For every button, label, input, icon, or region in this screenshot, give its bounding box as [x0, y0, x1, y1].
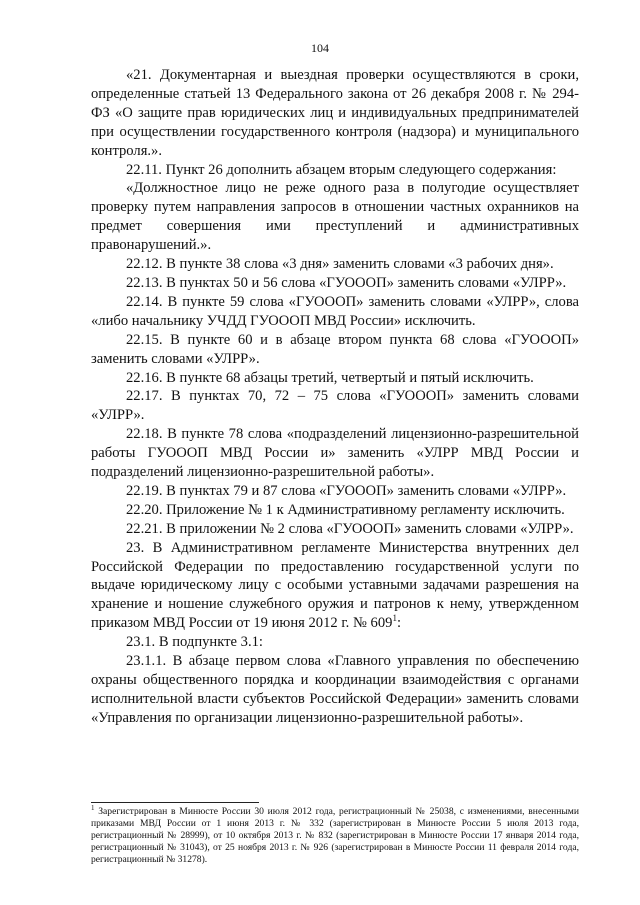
paragraph-23-1: 23.1. В подпункте 3.1: — [126, 634, 263, 651]
paragraph-23-end: : — [396, 615, 401, 632]
paragraph-22-19: 22.19. В пунктах 79 и 87 слова «ГУОООП» заменить словами «УЛРР». — [126, 482, 567, 499]
paragraph-23-1-1: 23.1.1. В абзаце первом слова «Главного управления по обеспечению охраны общественного порядка и координации взаимодействия с органами исполнительной власти субъектов Российской Федерации» заменить словами «Управления по организации лицензионно-разрешительной работы». — [91, 653, 579, 726]
paragraph-22-18: 22.18. В пункте 78 слова «подразделений лицензионно-разрешительной работы ГУОООП МВД России и» заменить «УЛРР МВД России и подразделений лицензионно-разрешительной работы». — [91, 426, 579, 481]
footnote-separator — [91, 802, 259, 803]
paragraph-22-16: 22.16. В пункте 68 абзацы третий, четвертый и пятый исключить. — [126, 369, 534, 386]
paragraph-22-14: 22.14. В пункте 59 слова «ГУОООП» заменить словами «УЛРР», слова «либо начальнику УЧДД ГУОООП МВД России» исключить. — [91, 293, 579, 329]
paragraph-22-21: 22.21. В приложении № 2 слова «ГУОООП» заменить словами «УЛРР». — [126, 520, 574, 537]
paragraph-22-13: 22.13. В пунктах 50 и 56 слова «ГУОООП» заменить словами «УЛРР». — [126, 274, 567, 291]
document-body — [91, 66, 579, 728]
paragraph-22-17: 22.17. В пунктах 70, 72 – 75 слова «ГУОООП» заменить словами «УЛРР». — [91, 388, 579, 424]
page-number: 104 — [311, 41, 329, 55]
paragraph-22-11-quote: «Должностное лицо не реже одного раза в полугодие осуществляет проверку путем направления запросов в отношении частных охранников на предмет совершения ими преступлений и административных правонарушений.». — [91, 180, 579, 254]
paragraph-23-text: 23. В Административном регламенте Министерства внутренних дел Российской Федерации по предоставлению государственной услуги по выдаче юридическому лицу с особыми уставными задачами разрешения на хранение и ношение служебного оружия и патронов к нему, утвержденном приказом МВД России от 19 июня 2012 г. № 609 — [91, 539, 579, 632]
paragraph-22-12: 22.12. В пункте 38 слова «3 дня» заменить словами «3 рабочих дня». — [126, 256, 554, 273]
footnote-text: Зарегистрирован в Минюсте России 30 июля 2012 года, регистрационный № 25038, с изменениями, внесенными приказами МВД России от 1 июня 2013 г. № 332 (зарегистрирован в Минюсте России 5 июля 2013 года, регистрационный № 28999), от 10 октября 2013 г. № 832 (зарегистрирован в Минюсте России 17 января 2014 года, регистрационный № 31043), от 25 ноября 2013 г. № 926 (зарегистрирован в Минюсте России 11 февраля 2014 года, регистрационный № 31278). — [91, 806, 579, 865]
footnote-1 — [91, 803, 579, 866]
footnote-reference: 1 — [392, 613, 397, 624]
footnotes — [91, 803, 579, 866]
paragraph-21: «21. Документарная и выездная проверки осуществляются в сроки, определенные статьей 13 Федерального закона от 26 декабря 2008 г. № 294-ФЗ «О защите прав юридических лиц и индивидуальных предпринимателей при осуществлении государственного контроля (надзора) и муниципального контроля.». — [91, 67, 579, 159]
paragraph-23 — [91, 539, 579, 634]
paragraph-22-20: 22.20. Приложение № 1 к Административному регламенту исключить. — [126, 501, 565, 518]
paragraph-22-15: 22.15. В пункте 60 и в абзаце втором пункта 68 слова «ГУОООП» заменить словами «УЛРР». — [91, 331, 579, 367]
footnote-mark: 1 — [91, 803, 95, 812]
paragraph-22-11: 22.11. Пункт 26 дополнить абзацем вторым следующего содержания: — [126, 161, 557, 178]
